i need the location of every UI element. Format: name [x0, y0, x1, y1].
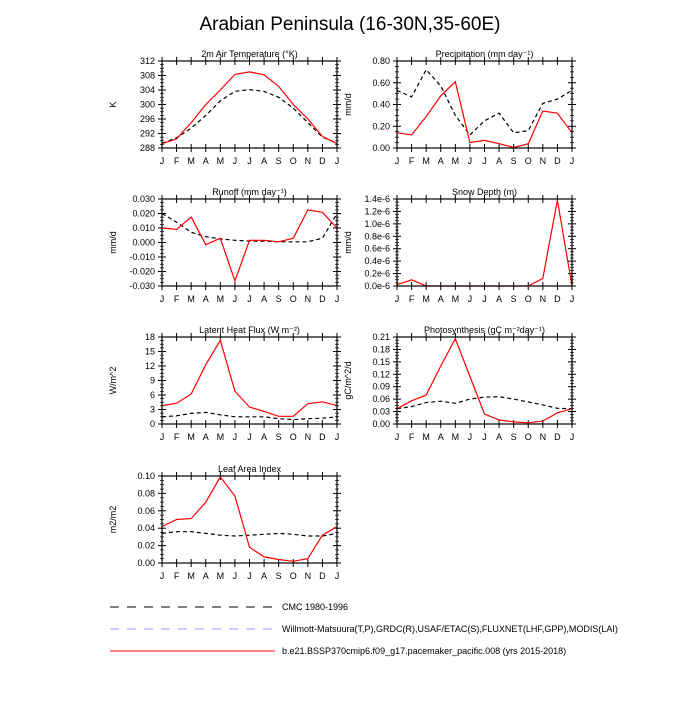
panel-title: Precipitation (mm day⁻¹) — [435, 49, 534, 59]
x-tick-label: A — [202, 571, 209, 581]
y-tick-label: 308 — [139, 70, 155, 81]
x-tick-label: J — [482, 294, 487, 304]
plot-frame — [162, 61, 337, 148]
x-tick-label: D — [319, 432, 326, 442]
x-tick-label: A — [261, 294, 268, 304]
x-tick-label: S — [275, 156, 282, 166]
x-tick-label: J — [482, 156, 487, 166]
y-tick-label: 0.030 — [132, 194, 155, 204]
y-tick-label: 9 — [149, 375, 155, 386]
panel-6 — [108, 464, 341, 581]
x-tick-label: D — [319, 294, 326, 304]
x-tick-label: M — [216, 571, 225, 581]
y-tick-label: -0.020 — [129, 266, 155, 277]
model-series-line — [397, 339, 572, 423]
y-tick-label: 1.0e-6 — [364, 218, 390, 229]
x-tick-label: N — [304, 432, 312, 442]
x-tick-label: A — [202, 156, 209, 166]
legend — [110, 602, 618, 656]
x-tick-label: M — [216, 156, 225, 166]
x-tick-label: A — [437, 294, 444, 304]
x-tick-label: M — [451, 432, 460, 442]
x-tick-label: A — [496, 432, 503, 442]
y-tick-label: 292 — [139, 128, 155, 139]
legend-label: b.e21.BSSP370cmip6.f09_g17.pacemaker_pacific.008 (yrs 2015-2018) — [282, 646, 567, 656]
obs-series-line — [162, 412, 337, 419]
obs-series-line — [162, 90, 337, 144]
x-tick-label: A — [261, 571, 268, 581]
x-tick-label: J — [159, 571, 165, 581]
legend-label: CMC 1980-1996 — [282, 602, 349, 612]
x-tick-label: F — [408, 432, 415, 442]
x-tick-label: D — [554, 156, 561, 166]
x-tick-label: J — [159, 294, 165, 304]
x-tick-label: M — [216, 432, 225, 442]
y-tick-label: 0.09 — [372, 381, 390, 392]
plot-frame — [397, 337, 572, 424]
x-tick-label: J — [467, 156, 473, 166]
y-tick-label: 0.8e-6 — [364, 231, 390, 242]
panel-4 — [108, 325, 341, 442]
panel-title: 2m Air Temperature (°K) — [201, 49, 298, 59]
x-tick-label: J — [247, 294, 252, 304]
x-tick-label: N — [304, 571, 312, 581]
x-tick-label: A — [261, 432, 268, 442]
x-tick-label: M — [216, 294, 225, 304]
figure-title: Arabian Peninsula (16-30N,35-60E) — [199, 14, 501, 35]
panel-title: Latent Heat Flux (W m⁻²) — [199, 325, 300, 335]
y-tick-label: 0 — [149, 419, 155, 429]
x-tick-label: O — [289, 571, 297, 581]
obs-series-line — [397, 397, 572, 409]
y-tick-label: 0.6e-6 — [364, 243, 390, 254]
y-tick-label: 0.020 — [132, 208, 155, 219]
x-tick-label: M — [451, 156, 460, 166]
x-tick-label: F — [408, 156, 415, 166]
x-tick-label: O — [524, 294, 532, 304]
x-tick-label: S — [510, 432, 517, 442]
y-tick-label: 296 — [139, 114, 155, 124]
plot-frame — [162, 199, 337, 286]
model-series-line — [397, 200, 572, 286]
plot-frame — [397, 61, 572, 148]
x-tick-label: M — [187, 432, 195, 442]
x-tick-label: J — [334, 156, 340, 166]
x-tick-label: O — [524, 432, 532, 442]
x-tick-label: J — [159, 156, 165, 166]
x-tick-label: D — [319, 156, 326, 166]
x-tick-label: J — [232, 294, 238, 304]
model-series-line — [397, 82, 572, 148]
panel-0 — [108, 49, 341, 166]
x-tick-label: J — [247, 156, 252, 166]
x-tick-label: S — [510, 156, 517, 166]
x-tick-label: F — [173, 571, 180, 581]
y-tick-label: 0.40 — [372, 99, 390, 110]
x-tick-label: A — [496, 156, 503, 166]
y-tick-label: 0.18 — [372, 344, 390, 355]
panel-title: Leaf Area Index — [217, 464, 282, 474]
x-tick-label: J — [232, 432, 238, 442]
x-tick-label: A — [202, 432, 209, 442]
y-tick-label: -0.010 — [129, 252, 155, 262]
y-tick-label: 6 — [149, 390, 155, 400]
x-tick-label: M — [187, 156, 195, 166]
model-series-line — [162, 210, 337, 281]
x-tick-label: O — [289, 156, 297, 166]
y-tick-label: 15 — [144, 346, 155, 357]
y-tick-label: 0.010 — [132, 223, 155, 233]
y-tick-label: 0.000 — [132, 237, 155, 248]
x-tick-label: S — [275, 571, 282, 581]
model-series-line — [162, 477, 337, 561]
plot-frame — [162, 337, 337, 424]
x-tick-label: J — [482, 432, 487, 442]
y-tick-label: 0.00 — [137, 558, 155, 568]
x-tick-label: O — [289, 294, 297, 304]
x-tick-label: O — [524, 156, 532, 166]
y-tick-label: 0.60 — [372, 77, 390, 88]
x-tick-label: J — [467, 432, 473, 442]
panel-1 — [343, 49, 576, 166]
x-tick-label: J — [569, 432, 575, 442]
y-tick-label: 18 — [144, 332, 155, 342]
y-tick-label: -0.030 — [129, 281, 155, 291]
y-tick-label: 0.4e-6 — [364, 256, 390, 267]
panel-title: Snow Depth (m) — [451, 187, 518, 197]
y-tick-label: 304 — [139, 85, 155, 95]
x-tick-label: A — [437, 432, 444, 442]
y-tick-label: 1.2e-6 — [364, 206, 390, 217]
x-tick-label: J — [394, 294, 400, 304]
y-tick-label: 288 — [139, 143, 155, 153]
x-tick-label: O — [289, 432, 297, 442]
y-axis-label: m2/m2 — [108, 505, 118, 534]
model-series-line — [162, 72, 337, 144]
x-tick-label: A — [437, 156, 444, 166]
x-tick-label: N — [304, 156, 312, 166]
y-tick-label: 0.2e-6 — [364, 268, 390, 279]
plot-frame — [397, 199, 572, 286]
x-tick-label: A — [261, 156, 268, 166]
x-tick-label: S — [275, 294, 282, 304]
x-tick-label: F — [173, 156, 180, 166]
x-tick-label: J — [334, 432, 340, 442]
x-tick-label: J — [394, 432, 400, 442]
x-tick-label: A — [202, 294, 209, 304]
panel-3 — [343, 187, 576, 304]
y-tick-label: 0.80 — [372, 56, 390, 66]
x-tick-label: J — [334, 571, 340, 581]
y-tick-label: 0.06 — [137, 505, 155, 516]
y-axis-label: gC/m^2/d — [343, 361, 353, 400]
y-tick-label: 312 — [139, 56, 155, 66]
y-tick-label: 0.10 — [137, 471, 155, 481]
y-axis-label: mm/d — [343, 93, 353, 116]
x-tick-label: F — [173, 432, 180, 442]
x-tick-label: M — [187, 571, 195, 581]
x-tick-label: D — [554, 432, 561, 442]
x-tick-label: J — [232, 156, 238, 166]
x-tick-label: D — [554, 294, 561, 304]
x-tick-label: J — [467, 294, 473, 304]
x-tick-label: J — [247, 571, 252, 581]
model-series-line — [162, 340, 337, 416]
x-tick-label: M — [422, 294, 430, 304]
x-tick-label: M — [422, 432, 430, 442]
legend-label: Willmott-Matsuura(T,P),GRDC(R),USAF/ETAC(S),FLUXNET(LHF,GPP),MODIS(LAI) — [282, 624, 618, 634]
y-tick-label: 0.02 — [137, 540, 155, 551]
x-tick-label: J — [569, 294, 575, 304]
x-tick-label: M — [422, 156, 430, 166]
y-tick-label: 0.00 — [372, 143, 390, 153]
y-tick-label: 0.03 — [372, 406, 390, 417]
y-tick-label: 0.08 — [137, 488, 155, 499]
x-tick-label: J — [569, 156, 575, 166]
y-tick-label: 0.20 — [372, 121, 390, 132]
y-tick-label: 0.12 — [372, 369, 390, 380]
x-tick-label: J — [159, 432, 165, 442]
y-tick-label: 0.06 — [372, 394, 390, 405]
x-tick-label: J — [334, 294, 340, 304]
obs-series-line — [397, 70, 572, 135]
x-tick-label: J — [247, 432, 252, 442]
x-tick-label: A — [496, 294, 503, 304]
y-axis-label: mm/d — [343, 231, 353, 254]
obs-series-line — [162, 532, 337, 536]
plot-frame — [162, 476, 337, 563]
y-tick-label: 0.04 — [137, 523, 155, 534]
panel-title: Runoff (mm day⁻¹) — [212, 187, 287, 197]
x-tick-label: F — [408, 294, 415, 304]
y-axis-label: W/m^2 — [108, 366, 118, 395]
panel-title: Photosynthesis (gC m⁻²day⁻¹) — [423, 325, 546, 335]
x-tick-label: J — [232, 571, 238, 581]
y-tick-label: 0.0e-6 — [364, 281, 390, 291]
x-tick-label: M — [187, 294, 195, 304]
y-tick-label: 0.15 — [372, 356, 390, 367]
y-tick-label: 3 — [149, 404, 155, 415]
x-tick-label: N — [539, 432, 547, 442]
y-tick-label: 12 — [144, 361, 155, 371]
panel-5 — [343, 325, 576, 442]
x-tick-label: M — [451, 294, 460, 304]
obs-series-line — [162, 214, 337, 242]
x-tick-label: J — [394, 156, 400, 166]
x-tick-label: F — [173, 294, 180, 304]
x-tick-label: N — [304, 294, 312, 304]
y-axis-label: K — [108, 101, 118, 108]
y-tick-label: 1.4e-6 — [364, 194, 390, 204]
x-tick-label: S — [510, 294, 517, 304]
x-tick-label: N — [539, 294, 547, 304]
y-tick-label: 0.21 — [372, 332, 390, 342]
y-tick-label: 300 — [139, 99, 155, 110]
x-tick-label: N — [539, 156, 547, 166]
y-tick-label: 0.00 — [372, 419, 390, 429]
x-tick-label: D — [319, 571, 326, 581]
x-tick-label: S — [275, 432, 282, 442]
panel-2 — [108, 187, 341, 304]
y-axis-label: mm/d — [108, 231, 118, 254]
